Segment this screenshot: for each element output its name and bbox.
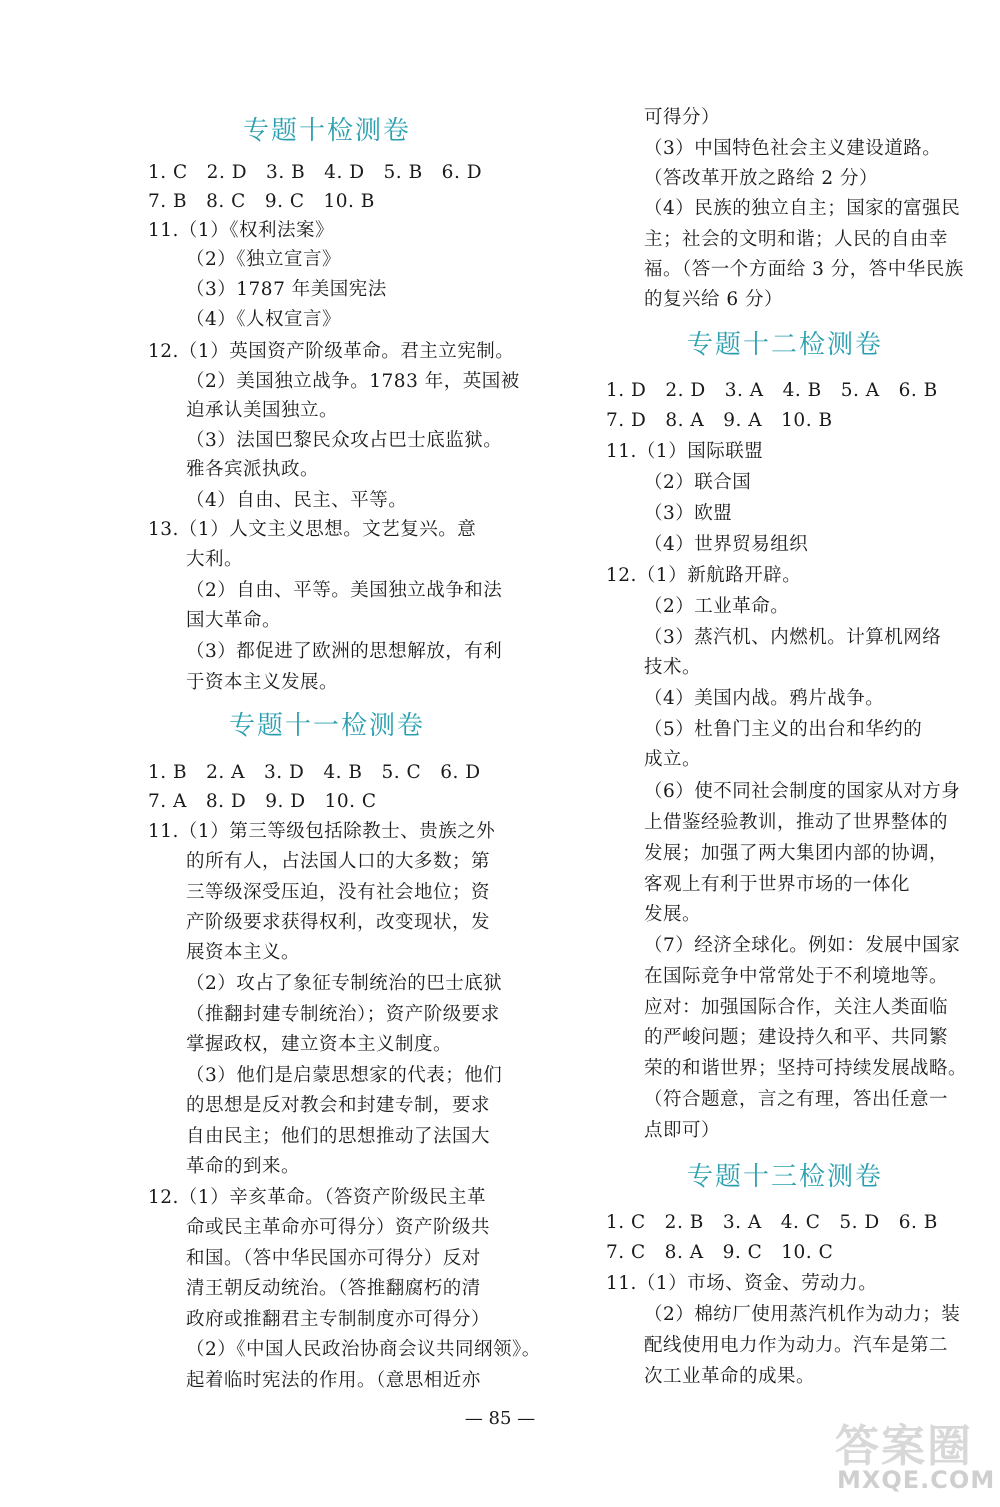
answer-line: 产阶级要求获得权利，改变现状，发 <box>186 912 491 933</box>
answer-line: （3）蒸汽机、内燃机。计算机网络 <box>644 627 942 648</box>
answer-line: 配线使用电力作为动力。汽车是第二 <box>644 1335 949 1356</box>
answer-line: （4）《人权宣言》 <box>186 309 342 330</box>
answer-line: 1. B 2. A 3. D 4. B 5. C 6. D <box>148 762 481 783</box>
answer-line: 雅各宾派执政。 <box>186 459 320 480</box>
answer-line: 上借鉴经验教训，推动了世界整体的 <box>644 812 949 833</box>
watermark <box>835 1410 996 1500</box>
answer-line: 大利。 <box>186 549 244 570</box>
answer-line: （3）1787 年美国宪法 <box>186 279 387 300</box>
answer-line: 发展；加强了两大集团内部的协调， <box>644 843 949 864</box>
answer-line: 次工业革命的成果。 <box>644 1366 816 1387</box>
answer-line: 政府或推翻君主专制制度亦可得分） <box>186 1309 491 1330</box>
answer-line: 13.（1）人文主义思想。文艺复兴。意 <box>148 519 477 540</box>
answer-line: 掌握政权，建立资本主义制度。 <box>186 1034 453 1055</box>
answer-line: 三等级深受压迫，没有社会地位；资 <box>186 882 491 903</box>
answer-line: 1. C 2. D 3. B 4. D 5. B 6. D <box>148 162 483 183</box>
answer-line: 发展。 <box>644 904 702 925</box>
page-number: — 85 — <box>464 1408 536 1429</box>
answer-line: 福。（答一个方面给 3 分，答中华民族 <box>644 259 964 280</box>
answer-line: （5）杜鲁门主义的出台和华约的 <box>644 719 923 740</box>
answer-line: 客观上有利于世界市场的一体化 <box>644 874 911 895</box>
section-title-13: 专题十三检测卷 <box>686 1162 883 1192</box>
answer-line: 7. A 8. D 9. D 10. C <box>148 791 377 812</box>
answer-line: 1. D 2. D 3. A 4. B 5. A 6. B <box>606 380 938 401</box>
answer-line: 主；社会的文明和谐；人民的自由幸 <box>644 229 949 250</box>
answer-line: 清王朝反动统治。（答推翻腐朽的清 <box>186 1278 481 1299</box>
answer-line: 12.（1）新航路开辟。 <box>606 565 802 586</box>
answer-line: 的严峻问题；建设持久和平、共同繁 <box>644 1027 949 1048</box>
answer-line: （3）都促进了欧洲的思想解放，有利 <box>186 641 503 662</box>
answer-line: 荣的和谐世界；坚持可持续发展战略。 <box>644 1058 968 1079</box>
answer-line: 11.（1）市场、资金、劳动力。 <box>606 1273 878 1294</box>
answer-line: 的复兴给 6 分） <box>644 289 784 310</box>
answer-line: （2）《独立宣言》 <box>186 249 342 270</box>
answer-line: 11.（1）国际联盟 <box>606 441 764 462</box>
answer-line: 点即可） <box>644 1120 721 1141</box>
answer-line: 7. C 8. A 9. C 10. C <box>606 1242 834 1263</box>
answer-line: 展资本主义。 <box>186 942 301 963</box>
answer-line: 革命的到来。 <box>186 1156 301 1177</box>
answer-line: 技术。 <box>644 657 702 678</box>
answer-line: （2）棉纺厂使用蒸汽机作为动力；装 <box>644 1304 961 1325</box>
answer-line: 自由民主；他们的思想推动了法国大 <box>186 1126 491 1147</box>
answer-line: 在国际竞争中常常处于不利境地等。 <box>644 966 949 987</box>
answer-line: 11.（1）《权利法案》 <box>148 220 334 241</box>
answer-line: （3）中国特色社会主义建设道路。 <box>644 138 942 159</box>
answer-line: 的所有人，占法国人口的大多数；第 <box>186 851 491 872</box>
answer-line: （2）攻占了象征专制统治的巴士底狱 <box>186 973 503 994</box>
answer-line: （2）联合国 <box>644 472 752 493</box>
answer-line: （推翻封建专制统治）；资产阶级要求 <box>186 1004 500 1025</box>
answer-line: 命或民主革命亦可得分）资产阶级共 <box>186 1217 491 1238</box>
answer-line: （答改革开放之路给 2 分） <box>644 168 879 189</box>
answer-line: 1. C 2. B 3. A 4. C 5. D 6. B <box>606 1212 938 1233</box>
answer-line: （3）法国巴黎民众攻占巴士底监狱。 <box>186 430 503 451</box>
watermark-url: MXQE.COM <box>837 1466 996 1494</box>
answer-line: （2）《中国人民政治协商会议共同纲领》。 <box>186 1339 541 1360</box>
answer-line: （符合题意，言之有理，答出任意一 <box>644 1089 949 1110</box>
answer-line: （4）美国内战。鸦片战争。 <box>644 688 885 709</box>
answer-line: 12.（1）英国资产阶级革命。君主立宪制。 <box>148 341 515 362</box>
answer-line: 可得分） <box>644 107 721 128</box>
answer-line: （7）经济全球化。例如：发展中国家 <box>644 935 961 956</box>
answer-line: （6）使不同社会制度的国家从对方身 <box>644 781 961 802</box>
answer-line: 国大革命。 <box>186 610 282 631</box>
section-title-11: 专题十一检测卷 <box>228 711 425 741</box>
answer-line: （4）世界贸易组织 <box>644 534 809 555</box>
answer-line: （3）欧盟 <box>644 503 733 524</box>
answer-line: （4）自由、民主、平等。 <box>186 490 408 511</box>
answer-line: 成立。 <box>644 749 702 770</box>
section-title-10: 专题十检测卷 <box>242 116 411 146</box>
answer-line: 起着临时宪法的作用。（意思相近亦 <box>186 1370 481 1391</box>
section-title-12: 专题十二检测卷 <box>686 330 883 360</box>
answer-line: （2）自由、平等。美国独立战争和法 <box>186 580 503 601</box>
answer-line: 的思想是反对教会和封建专制，要求 <box>186 1095 491 1116</box>
answer-line: 和国。（答中华民国亦可得分）反对 <box>186 1248 481 1269</box>
answer-line: 12.（1）辛亥革命。（答资产阶级民主革 <box>148 1187 486 1208</box>
answer-line: （4）民族的独立自主；国家的富强民 <box>644 198 961 219</box>
answer-line: 7. D 8. A 9. A 10. B <box>606 410 833 431</box>
answer-line: （2）美国独立战争。1783 年，英国被 <box>186 371 520 392</box>
answer-line: 于资本主义发展。 <box>186 672 339 693</box>
answer-line: 应对：加强国际合作，关注人类面临 <box>644 997 949 1018</box>
answer-line: （3）他们是启蒙思想家的代表；他们 <box>186 1065 503 1086</box>
answer-line: 7. B 8. C 9. C 10. B <box>148 191 375 212</box>
answer-line: 迫承认美国独立。 <box>186 400 339 421</box>
watermark-logo: 答案圈 <box>835 1421 973 1472</box>
answer-line: 11.（1）第三等级包括除教士、贵族之外 <box>148 821 496 842</box>
answer-line: （2）工业革命。 <box>644 596 790 617</box>
